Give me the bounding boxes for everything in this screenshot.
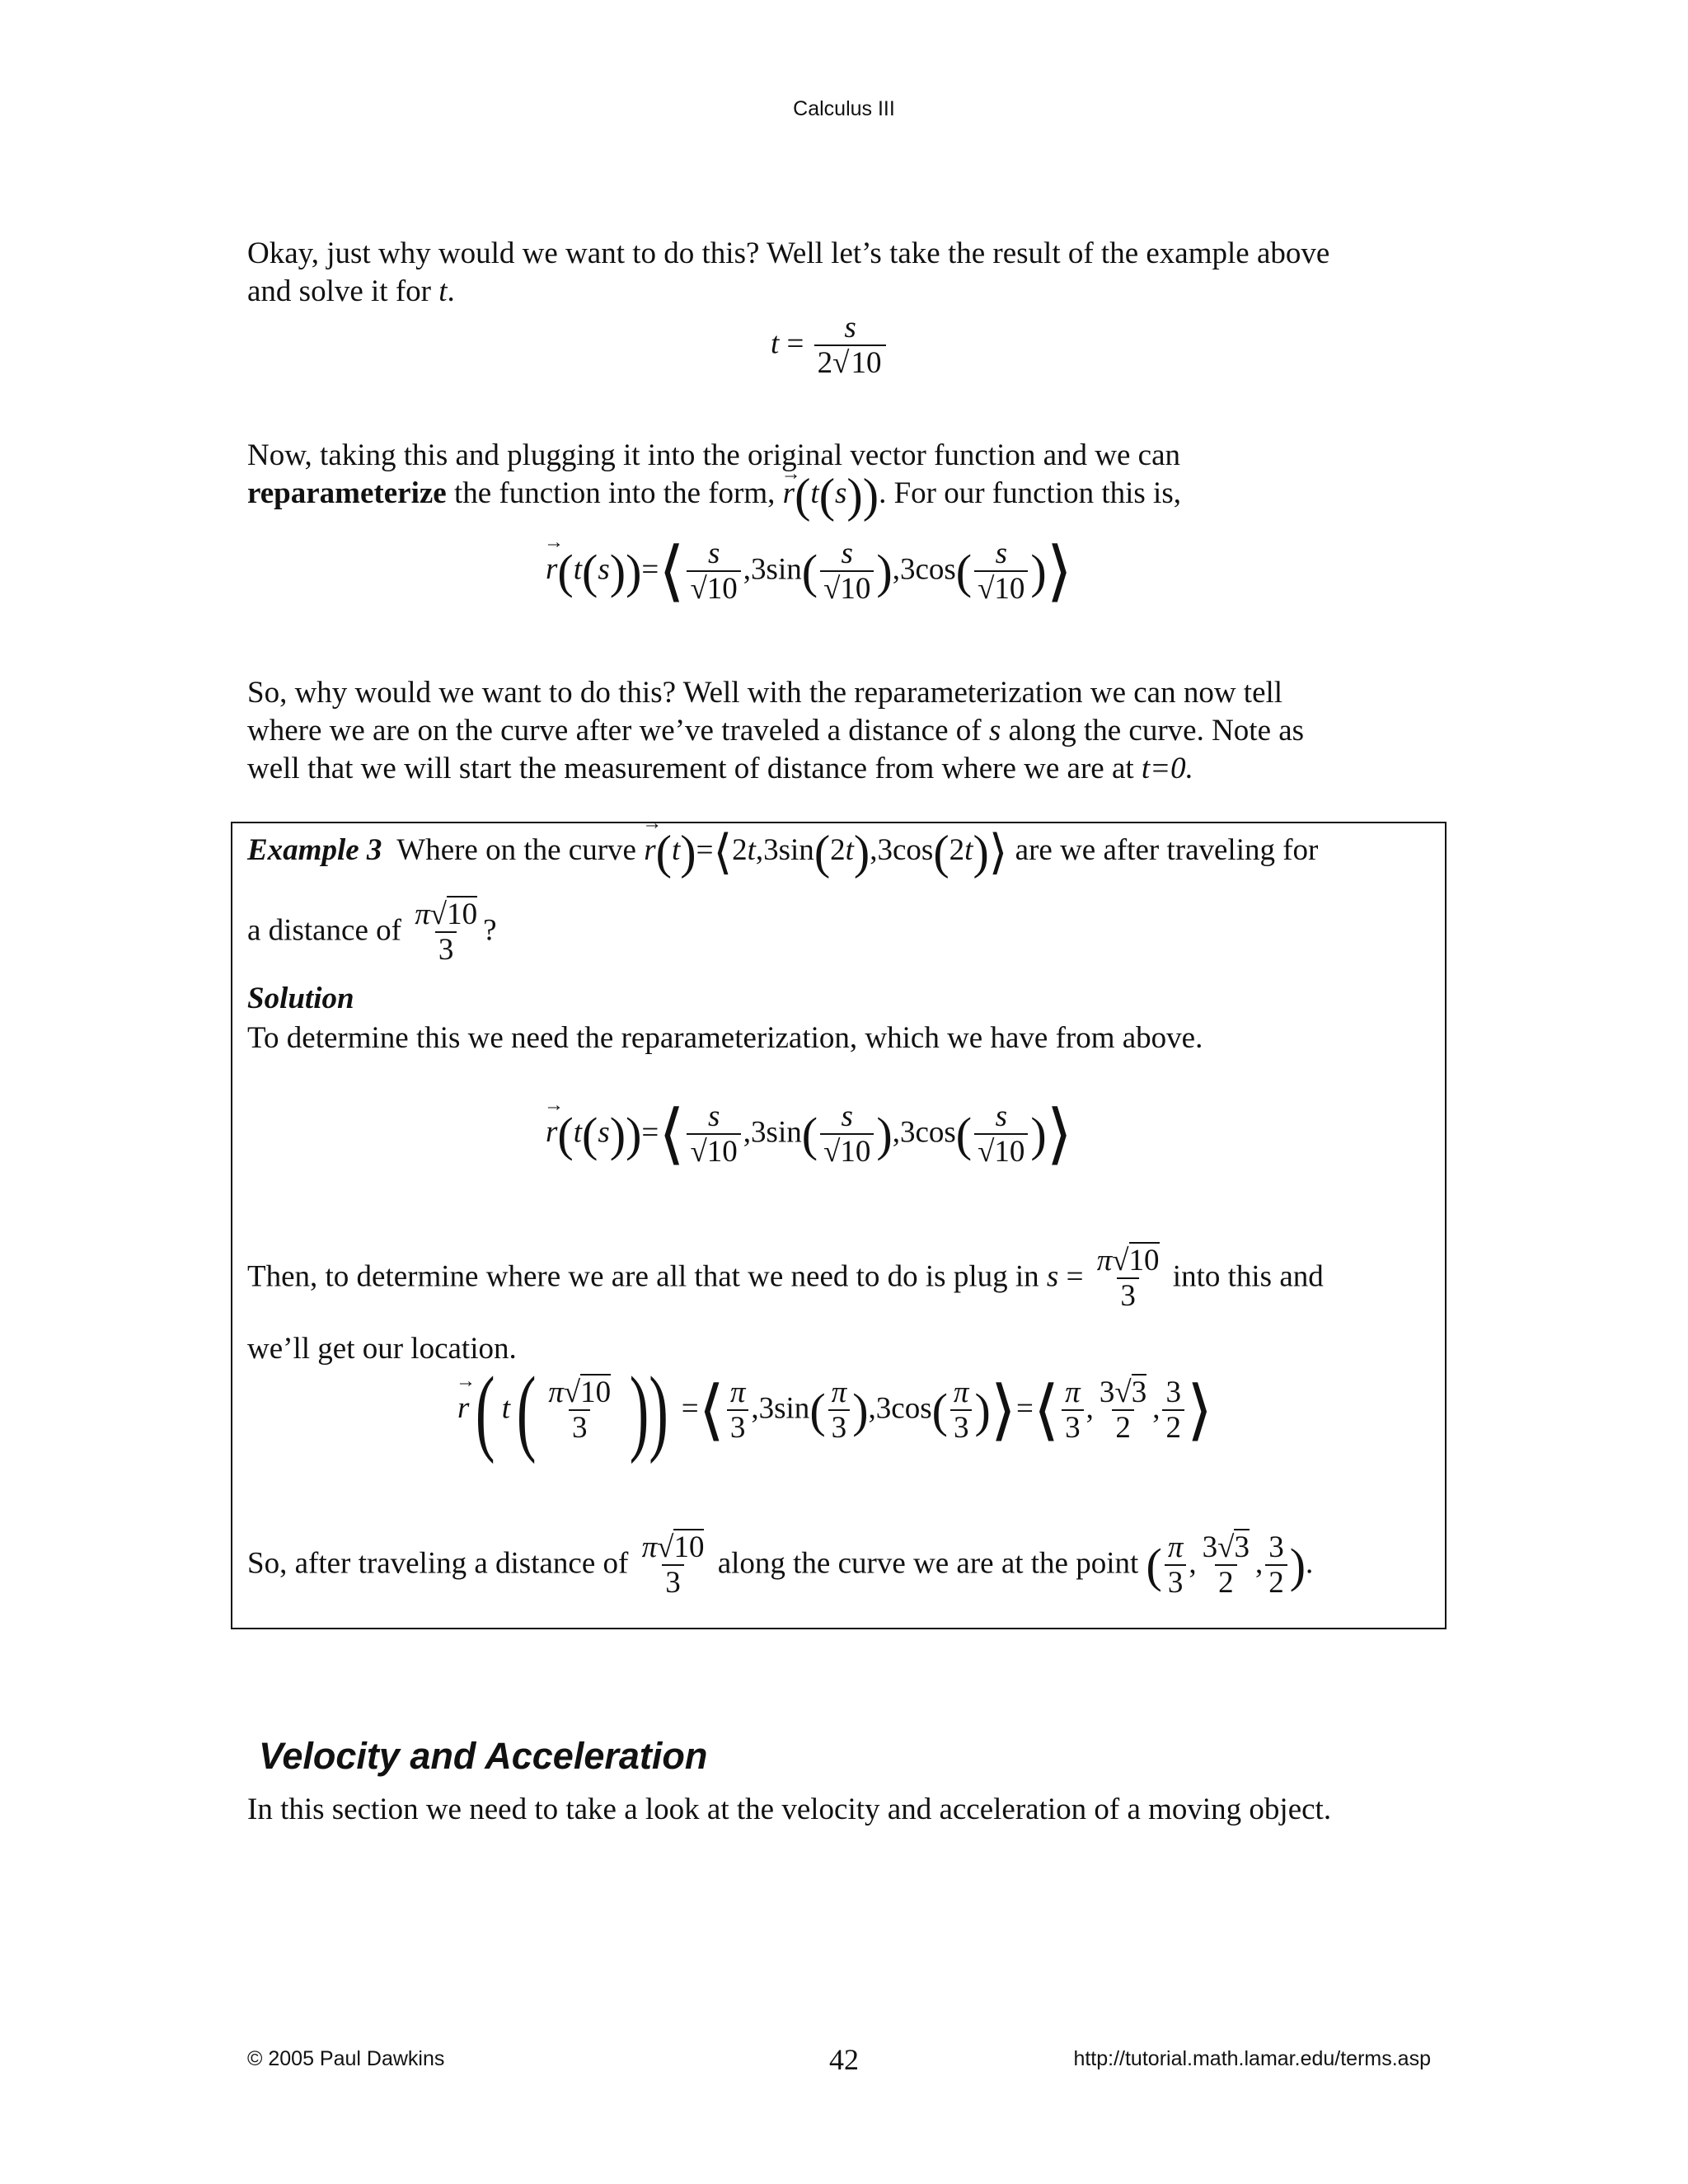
example-question: Example 3 Where on the curve → r(t)=⟨2t,3sin(2t),3cos(2t)⟩ are we after traveling for <box>247 832 1318 868</box>
equation-location: → r( t( $\frac{\pi√10}{3}$ )) =⟨ $\frac{\pi}{3}$ ,3sin( $\frac{\pi}{3}$ ),3cos( $\frac{\pi}{3}$ )⟩=⟨ $\frac{\pi}{3}$ , $\frac{3√3}{2}$ , $\frac{3}{2}$ ⟩ <box>457 1376 1212 1446</box>
paragraph-line: So, why would we want to do this? Well with the reparameterization we can now tell <box>247 676 1283 710</box>
paragraph-line: and solve it for t. <box>247 274 455 308</box>
paragraph-line: well that we will start the measurement of distance from where we are at t=0. <box>247 752 1193 785</box>
equation-t-of-s: t = $\frac{s}{2√10}$ <box>771 312 889 381</box>
example-question-cont: a distance of $\frac{\pi√10}{3}$ ? <box>247 898 497 967</box>
paragraph-intro <box>247 235 1442 311</box>
final-answer: So, after traveling a distance of $\frac{\pi√10}{3}$ along the curve we are at the point ( $\frac{\pi}{3}$ , $\frac{3√3}{2}$ , $\frac{3}{2}$ ). <box>247 1530 1314 1600</box>
equation-reparameterized-curve-example: → r(t(s))=⟨ $\frac{s}{√10}$ ,3sin( $\frac{s}{√10}$ ),3cos( $\frac{s}{√10}$ )⟩ <box>546 1100 1072 1169</box>
paragraph-line: Now, taking this and plugging it into the original vector function and we can <box>247 438 1181 472</box>
page-number: 42 <box>829 2043 859 2076</box>
running-header: Calculus III <box>793 97 895 120</box>
solution-text: To determine this we need the reparameterization, which we have from above. <box>247 1021 1203 1055</box>
section-intro: In this section we need to take a look at the velocity and acceleration of a moving object. <box>247 1793 1332 1826</box>
section-heading: Velocity and Acceleration <box>259 1735 708 1777</box>
paragraph-why <box>247 674 1442 788</box>
example-label: Example 3 <box>247 833 382 867</box>
then-text: Then, to determine where we are all that we need to do is plug in s = $\frac{\pi√10}{3}$ into this and <box>247 1244 1324 1313</box>
paragraph-line: Okay, just why would we want to do this? Well let’s take the result of the example above <box>247 237 1330 270</box>
footer-url-link[interactable]: http://tutorial.math.lamar.edu/terms.asp <box>1073 2047 1431 2070</box>
then-text-cont: we’ll get our location. <box>247 1332 517 1366</box>
solution-label: Solution <box>247 982 354 1015</box>
paragraph-line: reparameterize the function into the form, → r(t(s)). For our function this is, <box>247 475 1442 513</box>
equation-reparameterized-curve: → r(t(s))=⟨ $\frac{s}{√10}$ ,3sin( $\frac{s}{√10}$ ),3cos( $\frac{s}{√10}$ )⟩ <box>546 537 1072 607</box>
paragraph-line: where we are on the curve after we’ve traveled a distance of s along the curve. Note as <box>247 714 1305 748</box>
paragraph-reparameterize <box>247 437 1442 523</box>
footer-copyright: © 2005 Paul Dawkins <box>247 2047 445 2070</box>
